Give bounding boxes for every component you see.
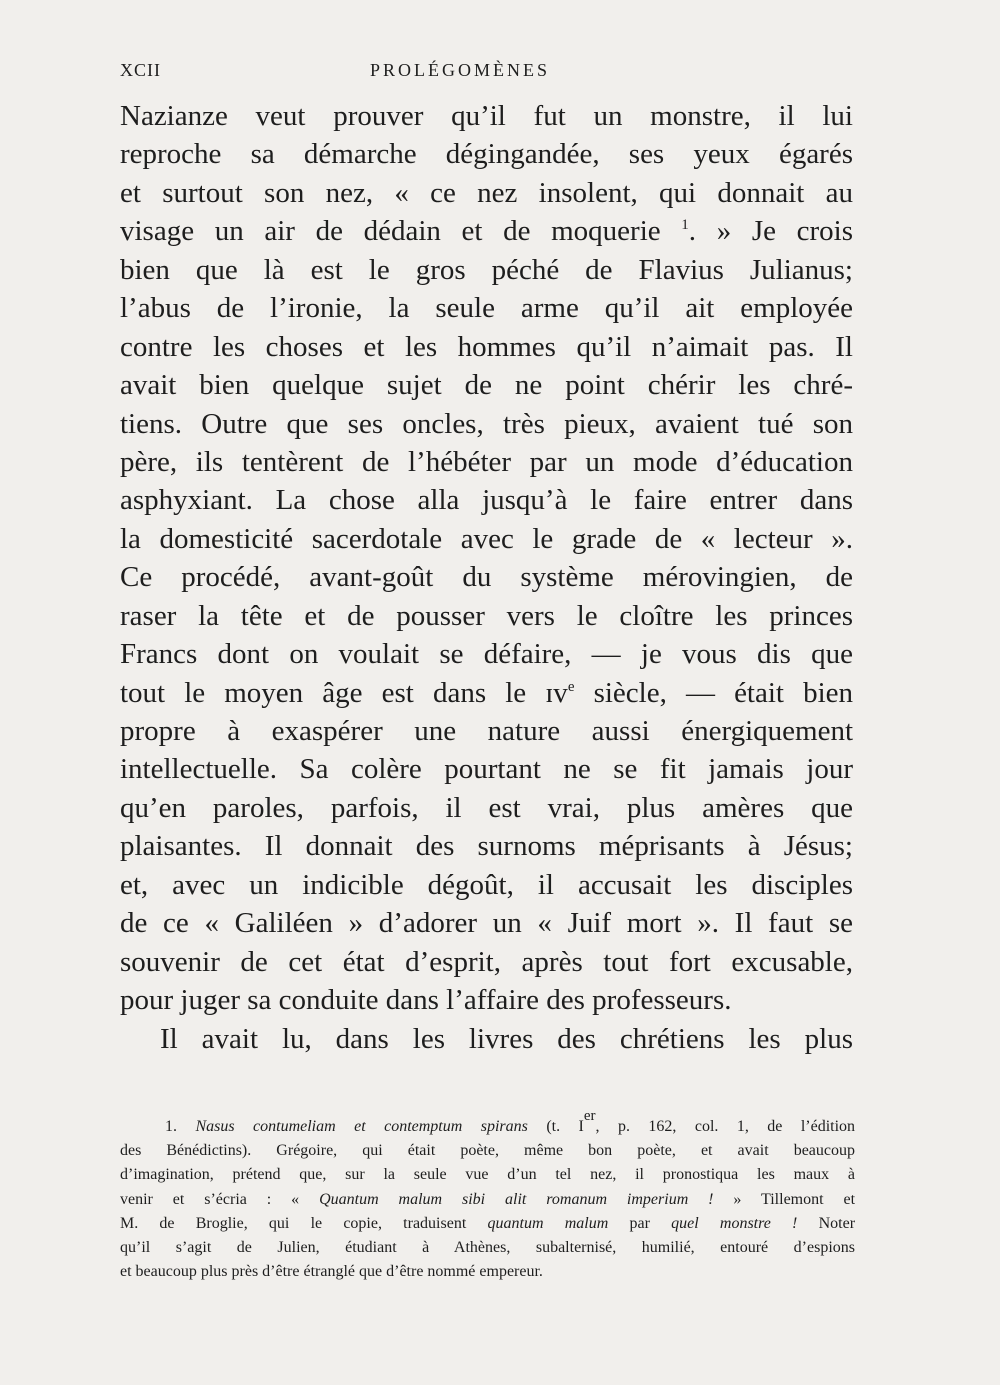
- body-line: Il avait lu, dans les livres des chrétiens les plus: [160, 1022, 853, 1055]
- body-line: reproche sa démarche dégingandée, ses yeux égarés: [120, 138, 853, 171]
- body-line: plaisantes. Il donnait des surnoms méprisants à Jésus;: [120, 830, 853, 863]
- body-line: contre les choses et les hommes qu’il n’aimait pas. Il: [120, 330, 853, 363]
- footnote-line: d’imagination, prétend que, sur la seule vue d’un tel nez, il pronostiqua les maux à: [120, 1166, 855, 1184]
- body-line: avait bien quelque sujet de ne point chérir les chré-: [120, 369, 853, 402]
- body-line-text: . » Je crois: [688, 215, 853, 248]
- footnote-line: [120, 1188, 855, 1212]
- footnote-text: M. de Broglie, qui le copie, traduisent: [120, 1214, 467, 1232]
- body-line: Nazianze veut prouver qu’il fut un monstre, il lui: [120, 100, 853, 132]
- footnote-line: et beaucoup plus près d’être étranglé que d’être nommé empereur.: [120, 1263, 543, 1281]
- footnote-quote: Nasus contumeliam et contemptum spirans: [195, 1118, 528, 1135]
- body-line: pour juger sa conduite dans l’affaire des professeurs.: [120, 984, 732, 1017]
- body-line: souvenir de cet état d’esprit, après tout fort excusable,: [120, 945, 853, 978]
- body-line: raser la tête et de pousser vers le cloître les princes: [120, 599, 853, 632]
- running-header: [120, 60, 853, 82]
- body-line-text: visage un air de dédain et de moquerie: [120, 215, 661, 248]
- footnote-line: des Bénédictins). Grégoire, qui était poète, même bon poète, et avait beaucoup: [120, 1142, 855, 1160]
- body-line: et surtout son nez, « ce nez insolent, qui donnait au: [120, 176, 853, 209]
- body-line: et, avec un indicible dégoût, il accusait les disciples: [120, 868, 853, 901]
- body-line: [120, 212, 853, 250]
- body-line: la domesticité sacerdotale avec le grade de « lecteur ».: [120, 522, 853, 555]
- body-line-text: tout le moyen âge est dans le: [120, 676, 527, 709]
- body-line: Ce procédé, avant-goût du système mérovingien, de: [120, 561, 853, 594]
- century-numeral: ɪᴠ: [545, 676, 568, 709]
- body-line: propre à exaspérer une nature aussi énergiquement: [120, 715, 853, 747]
- footnote-line: [120, 1212, 855, 1236]
- footnote-text: par: [629, 1214, 650, 1232]
- footnote-quote: quel monstre !: [671, 1214, 798, 1232]
- body-line: asphyxiant. La chose alla jusqu’à le faire entrer dans: [120, 484, 853, 517]
- page-number: XCII: [120, 60, 161, 80]
- body-text: [120, 97, 853, 1058]
- footnote-reference: 1: [681, 217, 689, 234]
- footnote-text: , p. 162, col. 1, de l’édition: [595, 1118, 856, 1135]
- body-line: père, ils tentèrent de l’hébéter par un mode d’éducation: [120, 445, 853, 478]
- footnote-text: venir et s’écria : «: [120, 1190, 300, 1208]
- footnote-line: qu’il s’agit de Julien, étudiant à Athènes, subalternisé, humilié, entouré d’espions: [120, 1238, 855, 1256]
- footnote-quote: quantum malum: [487, 1214, 609, 1232]
- body-line: intellectuelle. Sa colère pourtant ne se fit jamais jour: [120, 753, 853, 786]
- footnote-line: [120, 1108, 856, 1139]
- footnotes: [120, 1108, 856, 1284]
- body-line: l’abus de l’ironie, la seule arme qu’il ait employée: [120, 292, 853, 325]
- footnote-text: (t. I: [546, 1118, 584, 1135]
- body-line: Francs dont on voulait se défaire, — je vous dis que: [120, 638, 853, 671]
- footnote-text: » Tillemont et: [733, 1190, 856, 1208]
- running-title: PROLÉGOMÈNES: [370, 60, 551, 80]
- footnote-superscript: er: [583, 1108, 596, 1124]
- body-line-text: siècle, — était bien: [593, 676, 854, 709]
- footnote-quote: Quantum malum sibi alit romanum imperium !: [319, 1190, 714, 1208]
- body-line: tiens. Outre que ses oncles, très pieux, avaient tué son: [120, 407, 853, 440]
- body-line: qu’en paroles, parfois, il est vrai, plus amères que: [120, 791, 853, 824]
- footnote-number: 1.: [165, 1118, 177, 1135]
- footnote-text: Noter: [818, 1214, 856, 1232]
- body-line: de ce « Galiléen » d’adorer un « Juif mort ». Il faut se: [120, 907, 853, 940]
- century-superscript: e: [567, 678, 575, 695]
- body-line: [120, 674, 853, 712]
- body-line: bien que là est le gros péché de Flavius Julianus;: [120, 253, 853, 286]
